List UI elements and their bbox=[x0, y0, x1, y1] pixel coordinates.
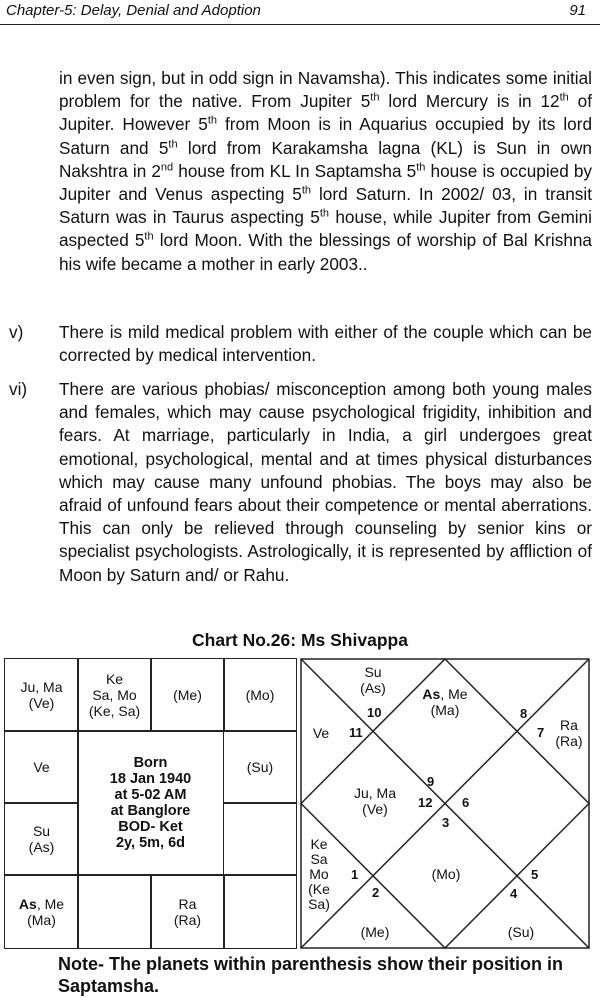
planet-text: (As) bbox=[360, 680, 386, 696]
house-libra bbox=[150, 874, 225, 949]
planet-text: (Me) bbox=[360, 924, 390, 940]
house-pisces bbox=[4, 658, 79, 732]
house-capricorn bbox=[4, 802, 79, 876]
birth-details bbox=[77, 730, 224, 876]
planet-text: , Me bbox=[36, 895, 65, 912]
planet-text: Ju, Ma bbox=[20, 679, 63, 695]
planet-text: (Ra) bbox=[555, 733, 583, 749]
planet-text: (Ve) bbox=[28, 695, 55, 711]
chapter-title: Chapter-5: Delay, Denial and Adoption bbox=[6, 2, 261, 19]
planet-text: Ra bbox=[178, 895, 197, 912]
north-house-6 bbox=[350, 924, 400, 940]
north-indian-chart bbox=[300, 658, 590, 949]
chart-note: Note- The planets within parenthesis show their position in Saptamsha. bbox=[58, 954, 564, 996]
house-number: 7 bbox=[537, 725, 545, 740]
house-number: 11 bbox=[349, 725, 363, 740]
birth-line: Born bbox=[133, 755, 168, 771]
planet-text: Ju, Ma bbox=[353, 785, 396, 801]
planet-text: (Su) bbox=[246, 759, 274, 775]
planet-text: (Ma) bbox=[430, 702, 460, 718]
page-header bbox=[0, 0, 600, 25]
planet-text: Ve bbox=[312, 725, 330, 741]
planet-text: (Ma) bbox=[27, 911, 56, 928]
planet-text: (Mo) bbox=[245, 687, 275, 703]
planet-text: Ke bbox=[310, 836, 328, 852]
planet-text: Mo bbox=[309, 866, 329, 882]
planet-text: Ke bbox=[105, 671, 124, 687]
birth-line: at Banglore bbox=[110, 803, 191, 819]
page-number: 91 bbox=[569, 2, 586, 19]
planet-text: Su bbox=[32, 823, 51, 839]
north-house-4 bbox=[345, 785, 405, 817]
planet-text: Ra bbox=[560, 717, 578, 733]
north-house-1 bbox=[395, 686, 495, 718]
north-house-2 bbox=[348, 664, 398, 696]
house-number: 6 bbox=[462, 795, 470, 810]
north-house-3 bbox=[306, 725, 336, 741]
planet-text: (Mo) bbox=[431, 866, 461, 882]
planet-text: (Ve) bbox=[362, 801, 388, 817]
house-number: 9 bbox=[427, 774, 435, 789]
planet-text: (Su) bbox=[507, 924, 535, 940]
planet-text: (Me) bbox=[173, 687, 202, 703]
birth-line: at 5-02 AM bbox=[114, 787, 187, 803]
planet-text: Sa, Mo bbox=[92, 687, 137, 703]
item-marker-vi: vi) bbox=[9, 379, 28, 399]
planet-text: Su bbox=[364, 664, 382, 680]
birth-line: 2y, 5m, 6d bbox=[115, 835, 186, 851]
house-number: 12 bbox=[418, 795, 433, 810]
house-number: 8 bbox=[520, 706, 528, 721]
north-house-8 bbox=[496, 924, 546, 940]
planet-text: Ve bbox=[33, 759, 50, 775]
house-cancer bbox=[223, 730, 297, 804]
north-house-12 bbox=[551, 717, 587, 749]
planet-text: (Ra) bbox=[173, 911, 202, 928]
house-taurus bbox=[150, 658, 225, 732]
planet-text bbox=[395, 686, 495, 702]
paragraph-item-v: There is mild medical problem with either of the couple which can be corrected by medical intervention. bbox=[59, 322, 592, 366]
house-virgo bbox=[223, 874, 297, 949]
birth-line: BOD- Ket bbox=[118, 819, 183, 835]
birth-line: 18 Jan 1940 bbox=[109, 771, 192, 787]
south-indian-chart bbox=[4, 658, 297, 949]
planet-text: (Ke bbox=[308, 881, 330, 897]
house-number: 4 bbox=[510, 886, 518, 901]
paragraph-continued: in even sign, but in odd sign in Navamsha). This indicates some initial problem for the native. From Jupiter 5th lord Mercury is in 12th of Jupiter. However 5th from Moon is in Aquarius occupied by its lord Saturn and 5th lord from Karakamsha lagna (KL) is Sun in own Nakshtra in 2nd house from KL In Saptamsha 5th house is occupied by Jupiter and Venus aspecting 5th lord Saturn. In 2002/ 03, in transit Saturn was in Taurus aspecting 5th house, while Jupiter from Gemini aspected 5th lord Moon. With the blessings of worship of Bal Krishna his wife became a mother in early 2003.. bbox=[59, 68, 593, 274]
house-number: 5 bbox=[531, 867, 539, 882]
ascendant-label: As bbox=[422, 686, 441, 702]
house-aries bbox=[77, 658, 152, 732]
house-number: 3 bbox=[442, 815, 450, 830]
chart-title: Chart No.26: Ms Shivappa bbox=[192, 630, 408, 650]
house-aquarius bbox=[4, 730, 79, 804]
ascendant-label: As bbox=[18, 895, 37, 912]
paragraph-item-vi: There are various phobias/ misconception among both young males and females, which may cause psychological frigidity, inhibition and fears. At marriage, particularly in India, a girl undergoes great emotional, psychological, mental and at times physical disturbances which may cause many unfound phobias. The boys may also be afraid of unfound fears about their competence or mental aberrations. This can only be relieved through counseling by senior kins or specialist psychologists. Astrologically, it is represented by affliction of Moon by Saturn and/ or Rahu. bbox=[59, 379, 592, 585]
house-leo bbox=[223, 802, 297, 876]
north-house-5 bbox=[306, 837, 332, 912]
planet-text: Sa bbox=[310, 851, 328, 867]
planet-text: (As) bbox=[28, 839, 55, 855]
item-marker-v: v) bbox=[9, 322, 24, 342]
house-number: 10 bbox=[367, 705, 382, 720]
house-number: 2 bbox=[372, 885, 380, 900]
planet-text: Sa) bbox=[308, 896, 330, 912]
house-number: 1 bbox=[351, 867, 359, 882]
house-gemini bbox=[223, 658, 297, 732]
north-house-7 bbox=[418, 866, 474, 882]
planet-text: , Me bbox=[440, 686, 468, 702]
house-scorpio bbox=[77, 874, 152, 949]
planet-text: (Ke, Sa) bbox=[88, 703, 141, 719]
house-sagittarius bbox=[4, 874, 79, 949]
planet-text bbox=[19, 896, 64, 912]
